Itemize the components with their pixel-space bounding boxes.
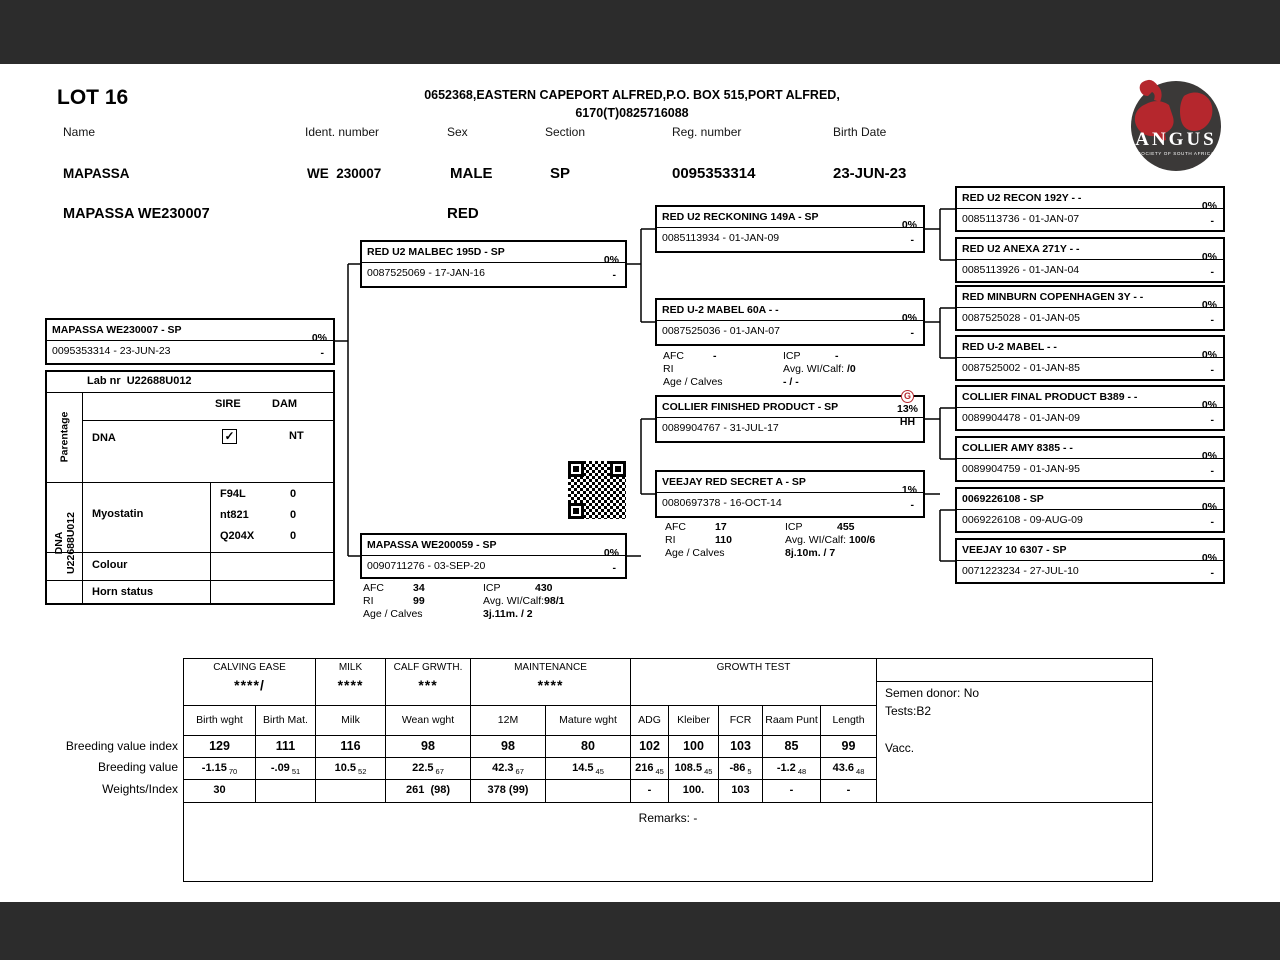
- ri-value: [713, 363, 783, 376]
- weight-value: -: [763, 780, 821, 802]
- index-value: 80: [546, 736, 631, 758]
- remarks-row: [184, 802, 1152, 882]
- inbreeding-pct: 0%: [901, 219, 917, 231]
- angus-society-logo: [1112, 72, 1232, 184]
- col-header: Milk: [316, 706, 386, 736]
- age-calves-label: Age / Calves: [363, 608, 423, 620]
- index-value: 99: [821, 736, 876, 758]
- bv-value: -86 $_5$: [719, 758, 763, 780]
- animal-full-name: MAPASSA WE230007: [63, 206, 210, 222]
- pedigree-name: RED U2 MALBEC 195D - SP: [362, 242, 625, 263]
- inbreeding-pct: 13%: [896, 403, 918, 415]
- ident-label: Ident. number: [305, 125, 380, 139]
- bv-value: 43.6 $_{48}$: [821, 758, 876, 780]
- pedigree-ggp-box: [955, 538, 1225, 584]
- age-calves-label: Age / Calves: [663, 376, 723, 388]
- animal-section: SP: [550, 165, 571, 182]
- ri-label: RI: [663, 363, 674, 375]
- gene-flag: -: [910, 327, 914, 339]
- qr-code: [565, 458, 629, 522]
- icp-label: ICP: [785, 521, 803, 533]
- col-header: Raam Punt: [763, 706, 821, 736]
- pedigree-name: RED U2 RECON 192Y - -: [957, 188, 1223, 209]
- gene-flag: -: [1210, 465, 1214, 477]
- weight-value: 100.: [669, 780, 719, 802]
- pedigree-ggp-box: [955, 436, 1225, 482]
- col-header: ADG: [631, 706, 669, 736]
- weight-value: [256, 780, 316, 802]
- pedigree-gp-box: [655, 205, 925, 253]
- myo-value: 0: [290, 509, 297, 521]
- col-header: 12M: [471, 706, 546, 736]
- dna-row-label: DNA: [92, 432, 116, 444]
- dam-column-header: DAM: [272, 398, 298, 410]
- inbreeding-pct: 0%: [603, 254, 619, 266]
- pedigree-gp-box: [655, 470, 925, 518]
- ri-value: 99: [413, 595, 425, 607]
- pedigree-reg: 0080697378 - 16-OCT-14: [662, 497, 782, 509]
- age-calves-value: 8j.10m. / 7: [785, 547, 836, 559]
- pedigree-reg: 0089904759 - 01-JAN-95: [962, 463, 1080, 475]
- gene-flag: -: [1210, 567, 1214, 579]
- gene-flag: -: [1210, 516, 1214, 528]
- gene-flag: -: [320, 347, 324, 359]
- pedigree-name: RED MINBURN COPENHAGEN 3Y - -: [957, 287, 1223, 308]
- pedigree-reg: 0089904478 - 01-JAN-09: [962, 412, 1080, 424]
- semen-donor: Semen donor: No: [885, 686, 980, 700]
- pedigree-ggp-box: [955, 186, 1225, 232]
- index-value: 98: [386, 736, 471, 758]
- gene-flag: -: [1210, 414, 1214, 426]
- avg-value: 98/1: [544, 595, 565, 607]
- pedigree-name: COLLIER FINAL PRODUCT B389 - -: [957, 387, 1223, 408]
- ebv-side-panel: [876, 659, 1153, 802]
- group-growth-test: GROWTH TEST: [631, 659, 876, 706]
- inbreeding-pct: 0%: [1201, 501, 1217, 513]
- weight-value: -: [846, 784, 851, 796]
- inbreeding-pct: 1%: [901, 484, 917, 496]
- animal-ident: WE 230007: [307, 166, 382, 181]
- pedigree-ggp-box: [955, 335, 1225, 381]
- bv-value: 22.5 $_{67}$: [386, 758, 471, 780]
- weight-value: [316, 780, 386, 802]
- afc-label: AFC: [663, 350, 684, 362]
- pedigree-ggp-box: [955, 237, 1225, 283]
- myo-value: 0: [290, 488, 297, 500]
- star-rating: ****: [537, 677, 564, 693]
- inbreeding-pct: 0%: [1201, 299, 1217, 311]
- pedigree-name: MAPASSA WE230007 - SP: [47, 320, 333, 341]
- qr-finder-icon: [568, 503, 584, 519]
- avg-value: 100/6: [846, 534, 876, 546]
- lab-number: Lab nr U22688U012: [87, 375, 192, 387]
- pedigree-name: RED U-2 MABEL 60A - -: [657, 300, 923, 321]
- pedigree-name: 0069226108 - SP: [957, 489, 1223, 510]
- gp-dam-stats: [663, 350, 933, 389]
- inbreeding-pct: 0%: [603, 547, 619, 559]
- colour-row-label: Colour: [92, 559, 128, 571]
- afc-value: 34: [413, 582, 425, 594]
- bv-value: -1.15 $_{70}$: [184, 758, 256, 780]
- inbreeding-pct: 0%: [1201, 200, 1217, 212]
- age-calves-value: - / -: [783, 376, 799, 388]
- index-value: 100: [669, 736, 719, 758]
- pedigree-name: RED U2 ANEXA 271Y - -: [957, 239, 1223, 260]
- pedigree-name: COLLIER AMY 8385 - -: [957, 438, 1223, 459]
- animal-sex: MALE: [450, 165, 493, 182]
- icp-value: 455: [837, 521, 855, 533]
- inbreeding-pct: 0%: [1201, 552, 1217, 564]
- pedigree-ggp-box: [955, 385, 1225, 431]
- sire-column-header: SIRE: [215, 398, 241, 410]
- inbreeding-pct: 0%: [901, 312, 917, 324]
- bv-value: 14.5 $_{45}$: [546, 758, 631, 780]
- index-value: 98: [471, 736, 546, 758]
- pedigree-dam-box: [360, 533, 627, 579]
- group-maintenance: MAINTENANCE ****: [471, 659, 631, 706]
- pedigree-reg: 0087525002 - 01-JAN-85: [962, 362, 1080, 374]
- breeder-line2: 6170(T)0825716088: [575, 106, 689, 120]
- pedigree-reg: 0089904767 - 31-JUL-17: [662, 422, 779, 434]
- col-header: Mature wght: [546, 706, 631, 736]
- bv-value: 216 $_{45}$: [631, 758, 669, 780]
- pedigree-ggp-box: [955, 487, 1225, 533]
- gene-flag: -: [1210, 364, 1214, 376]
- pedigree-name: COLLIER FINISHED PRODUCT - SP: [657, 397, 923, 418]
- weight-value: 378 (99): [471, 780, 546, 802]
- star-rating: ****/: [234, 677, 265, 693]
- pedigree-reg: 0085113736 - 01-JAN-07: [962, 213, 1080, 225]
- row-label-bv: Breeding value: [97, 760, 178, 774]
- parentage-side-label: Parentage: [58, 411, 71, 463]
- inbreeding-pct: 0%: [1201, 349, 1217, 361]
- star-rating: ***: [418, 677, 438, 693]
- animal-reg: 0095353314: [672, 165, 756, 182]
- col-header: Length: [821, 706, 876, 736]
- dna-side-line2: U22688U012: [64, 511, 77, 574]
- col-header: Birth Mat.: [256, 706, 316, 736]
- check-icon: ✓: [224, 429, 235, 443]
- icp-label: ICP: [783, 350, 801, 362]
- inbreeding-pct: 0%: [311, 332, 327, 344]
- pedigree-name: VEEJAY 10 6307 - SP: [957, 540, 1223, 561]
- vaccinations: Vacc.: [885, 741, 915, 755]
- icp-value: -: [835, 350, 839, 362]
- age-calves-value: 3j.11m. / 2: [483, 608, 533, 620]
- gene-flag: -: [910, 234, 914, 246]
- index-value: 102: [631, 736, 669, 758]
- index-value: 85: [763, 736, 821, 758]
- icp-label: ICP: [483, 582, 501, 594]
- afc-label: AFC: [665, 521, 686, 533]
- weight-value: -: [631, 780, 669, 802]
- dam-stats: [363, 582, 633, 621]
- afc-value: -: [713, 350, 717, 362]
- icp-value: 430: [535, 582, 553, 594]
- group-calf-growth: CALF GRWTH. ***: [386, 659, 471, 706]
- pedigree-gp-box: [655, 391, 925, 443]
- col-header: Wean wght: [386, 706, 471, 736]
- logo-brand-text: ANGUS: [1135, 129, 1217, 150]
- lab-panel: [45, 370, 335, 605]
- gene-flag: HH: [899, 416, 916, 428]
- animal-birth-date: 23-JUN-23: [833, 165, 907, 182]
- star-rating: ****: [337, 677, 364, 693]
- index-value: 129: [184, 736, 256, 758]
- pedigree-name: RED U-2 MABEL - -: [957, 337, 1223, 358]
- remarks-text: Remarks: -: [638, 811, 698, 825]
- myo-gene: Q204X: [220, 530, 255, 542]
- section-label: Section: [545, 125, 586, 139]
- ri-label: RI: [665, 534, 676, 546]
- dna-side-label: [47, 482, 82, 603]
- pedigree-name: VEEJAY RED SECRET A - SP: [657, 472, 923, 493]
- tests: Tests:B2: [885, 704, 932, 718]
- breeder-line1: 0652368,EASTERN CAPEPORT ALFRED,P.O. BOX 515,PORT ALFRED,: [424, 88, 840, 102]
- avg-value: /0: [844, 363, 856, 375]
- pedigree-gp-box: [655, 298, 925, 346]
- horn-status-row-label: Horn status: [92, 586, 154, 598]
- gene-flag: -: [1210, 266, 1214, 278]
- index-value: 103: [719, 736, 763, 758]
- pedigree-name: MAPASSA WE200059 - SP: [362, 535, 625, 556]
- pedigree-reg: 0087525028 - 01-JAN-05: [962, 312, 1080, 324]
- gene-column: [897, 390, 918, 429]
- gene-flag: -: [612, 562, 616, 574]
- gene-flag: -: [1210, 215, 1214, 227]
- pedigree-subject-box: [45, 318, 335, 365]
- gp-veejay-stats: [665, 521, 935, 560]
- weight-value: 30: [184, 780, 256, 802]
- birth-label: Birth Date: [833, 125, 887, 139]
- index-value: 111: [256, 736, 316, 758]
- avg-label: Avg. WI/Calf:: [785, 534, 847, 546]
- ri-label: RI: [363, 595, 374, 607]
- col-header: Birth wght: [184, 706, 256, 736]
- col-header: Kleiber: [669, 706, 719, 736]
- bv-value: 10.5 $_{52}$: [316, 758, 386, 780]
- weight-value: 103: [719, 780, 763, 802]
- afc-label: AFC: [363, 582, 384, 594]
- pedigree-reg: 0087525036 - 01-JAN-07: [662, 325, 780, 337]
- pedigree-sire-box: [360, 240, 627, 288]
- group-milk: MILK ****: [316, 659, 386, 706]
- inbreeding-pct: 0%: [1201, 399, 1217, 411]
- logo-sub-text: SOCIETY OF SOUTH AFRICA: [1137, 151, 1215, 156]
- row-label-index: Breeding value index: [65, 739, 178, 753]
- animal-colour: RED: [447, 205, 479, 222]
- afc-value: 17: [715, 521, 727, 533]
- col-header: FCR: [719, 706, 763, 736]
- reg-label: Reg. number: [672, 125, 742, 139]
- pedigree-ggp-box: [955, 285, 1225, 331]
- sex-label: Sex: [447, 125, 468, 139]
- avg-label: Avg. WI/Calf:: [783, 363, 845, 375]
- qr-finder-icon: [610, 461, 626, 477]
- index-value: 116: [316, 736, 386, 758]
- myostatin-label: Myostatin: [92, 508, 144, 520]
- avg-label: Avg. WI/Calf:: [483, 595, 545, 607]
- ebv-table: [183, 658, 1153, 882]
- gene-flag: -: [612, 269, 616, 281]
- gene-g-icon: G: [901, 390, 914, 403]
- bv-value: 108.5 $_{45}$: [669, 758, 719, 780]
- bv-value: 42.3 $_{67}$: [471, 758, 546, 780]
- lot-title: LOT 16: [57, 86, 129, 109]
- qr-finder-icon: [568, 461, 584, 477]
- gene-flag: -: [910, 499, 914, 511]
- inbreeding-pct: 0%: [1201, 450, 1217, 462]
- pedigree-reg: 0071223234 - 27-JUL-10: [962, 565, 1079, 577]
- dna-side-line1: DNA: [52, 531, 65, 554]
- myo-value: 0: [290, 530, 297, 542]
- ebv-grid: [184, 659, 876, 802]
- pedigree-reg: 0069226108 - 09-AUG-09: [962, 514, 1083, 526]
- weight-value: 261 (98): [386, 780, 471, 802]
- dna-sire-checkbox: [222, 429, 237, 444]
- ri-value: 110: [715, 534, 732, 546]
- myo-gene: nt821: [220, 509, 249, 521]
- age-calves-label: Age / Calves: [665, 547, 725, 559]
- bv-value: -1.2 $_{48}$: [763, 758, 821, 780]
- pedigree-name: RED U2 RECKONING 149A - SP: [657, 207, 923, 228]
- bv-value: -.09 $_{51}$: [256, 758, 316, 780]
- myo-gene: F94L: [220, 488, 246, 500]
- gene-flag: -: [1210, 314, 1214, 326]
- pedigree-reg: 0087525069 - 17-JAN-16: [367, 267, 485, 279]
- name-label: Name: [63, 125, 96, 139]
- animal-name: MAPASSA: [63, 166, 130, 181]
- row-label-weights: Weights/Index: [102, 782, 178, 796]
- pedigree-reg: 0085113926 - 01-JAN-04: [962, 264, 1080, 276]
- group-calving-ease: CALVING EASE ****/: [184, 659, 316, 706]
- weight-value: [546, 780, 631, 802]
- pedigree-reg: 0090711276 - 03-SEP-20: [367, 560, 486, 572]
- dna-dam-value: NT: [289, 430, 304, 442]
- pedigree-reg: 0085113934 - 01-JAN-09: [662, 232, 780, 244]
- inbreeding-pct: 0%: [1201, 251, 1217, 263]
- pedigree-reg: 0095353314 - 23-JUN-23: [52, 345, 171, 357]
